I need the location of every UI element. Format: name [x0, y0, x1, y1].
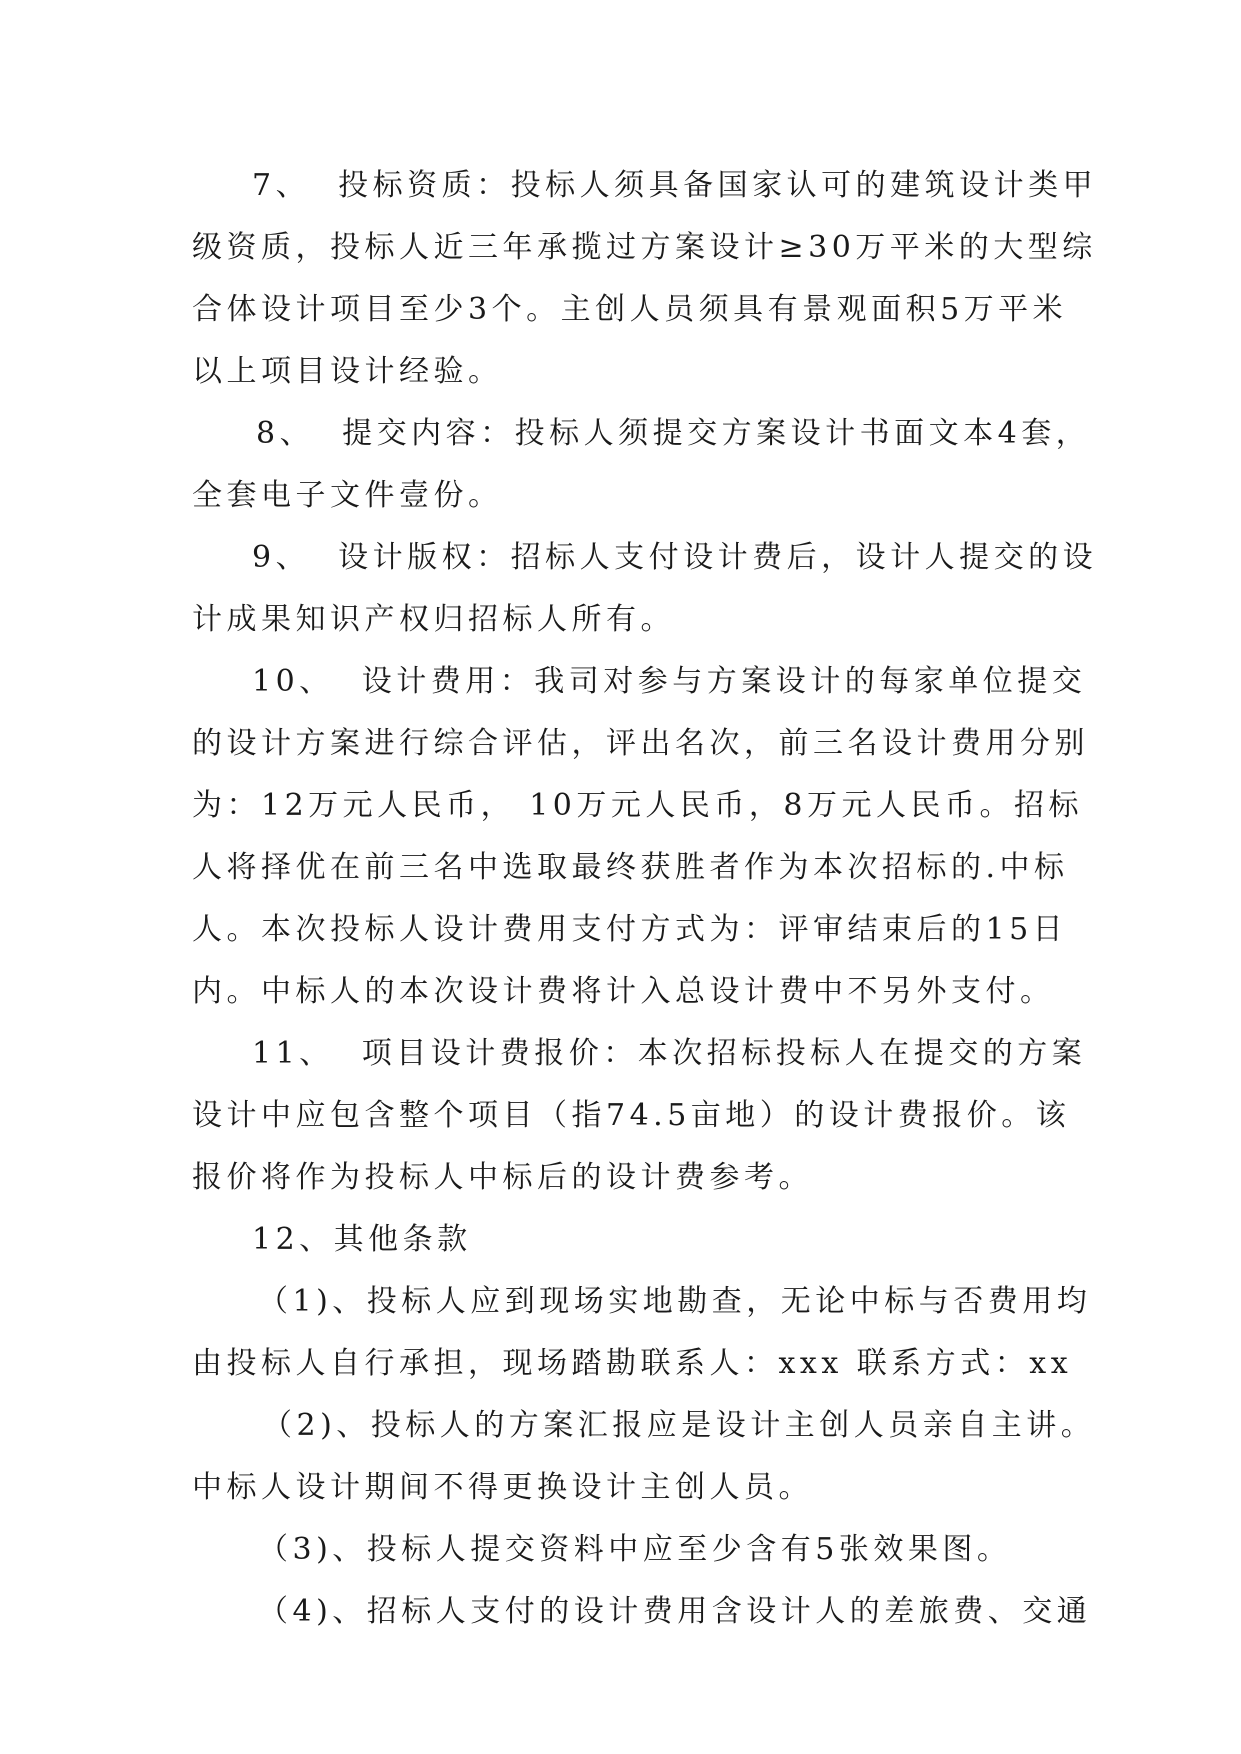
line-item-10-cont-4: 人。本次投标人设计费用支付方式为：评审结束后的15日: [192, 912, 1068, 947]
line-item-7-heading: 7、 投标资质：投标人须具备国家认可的建筑设计类甲: [252, 168, 1098, 203]
line-item-10-cont-3: 人将择优在前三名中选取最终获胜者作为本次招标的.中标: [192, 850, 1069, 885]
line-item-8-heading: 8、 提交内容：投标人须提交方案设计书面文本4套，: [256, 416, 1091, 451]
line-clause-1-cont: 由投标人自行承担，现场踏勘联系人：xxx 联系方式：xx: [192, 1346, 1073, 1381]
line-item-7-cont-3: 以上项目设计经验。: [192, 354, 503, 389]
line-item-8-cont-1: 全套电子文件壹份。: [192, 478, 503, 513]
line-item-10-cont-5: 内。中标人的本次设计费将计入总设计费中不另外支付。: [192, 974, 1055, 1009]
line-item-7-cont-1: 级资质，投标人近三年承揽过方案设计≥30万平米的大型综: [192, 230, 1097, 265]
line-item-12-heading: 12、其他条款: [252, 1222, 472, 1257]
line-item-10-cont-2: 为：12万元人民币， 10万元人民币，8万元人民币。招标: [192, 788, 1083, 823]
line-item-9-cont-1: 计成果知识产权归招标人所有。: [192, 602, 675, 637]
line-clause-3: （3)、投标人提交资料中应至少含有5张效果图。: [258, 1532, 1012, 1567]
line-item-7-cont-2: 合体设计项目至少3个。主创人员须具有景观面积5万平米: [192, 292, 1068, 327]
line-item-11-heading: 11、 项目设计费报价：本次招标投标人在提交的方案: [252, 1036, 1087, 1071]
line-clause-4: （4)、招标人支付的设计费用含设计人的差旅费、交通: [258, 1594, 1092, 1629]
line-item-10-heading: 10、 设计费用：我司对参与方案设计的每家单位提交: [252, 664, 1087, 699]
line-clause-2-cont: 中标人设计期间不得更换设计主创人员。: [192, 1470, 813, 1505]
line-clause-1: （1)、投标人应到现场实地勘查，无论中标与否费用均: [258, 1284, 1092, 1319]
line-item-10-cont-1: 的设计方案进行综合评估，评出名次，前三名设计费用分别: [192, 726, 1089, 761]
line-item-9-heading: 9、 设计版权：招标人支付设计费后，设计人提交的设: [252, 540, 1098, 575]
line-clause-2: （2)、投标人的方案汇报应是设计主创人员亲自主讲。: [262, 1408, 1096, 1443]
line-item-11-cont-1: 设计中应包含整个项目（指74.5亩地）的设计费报价。该: [192, 1098, 1071, 1133]
line-item-11-cont-2: 报价将作为投标人中标后的设计费参考。: [192, 1160, 813, 1195]
